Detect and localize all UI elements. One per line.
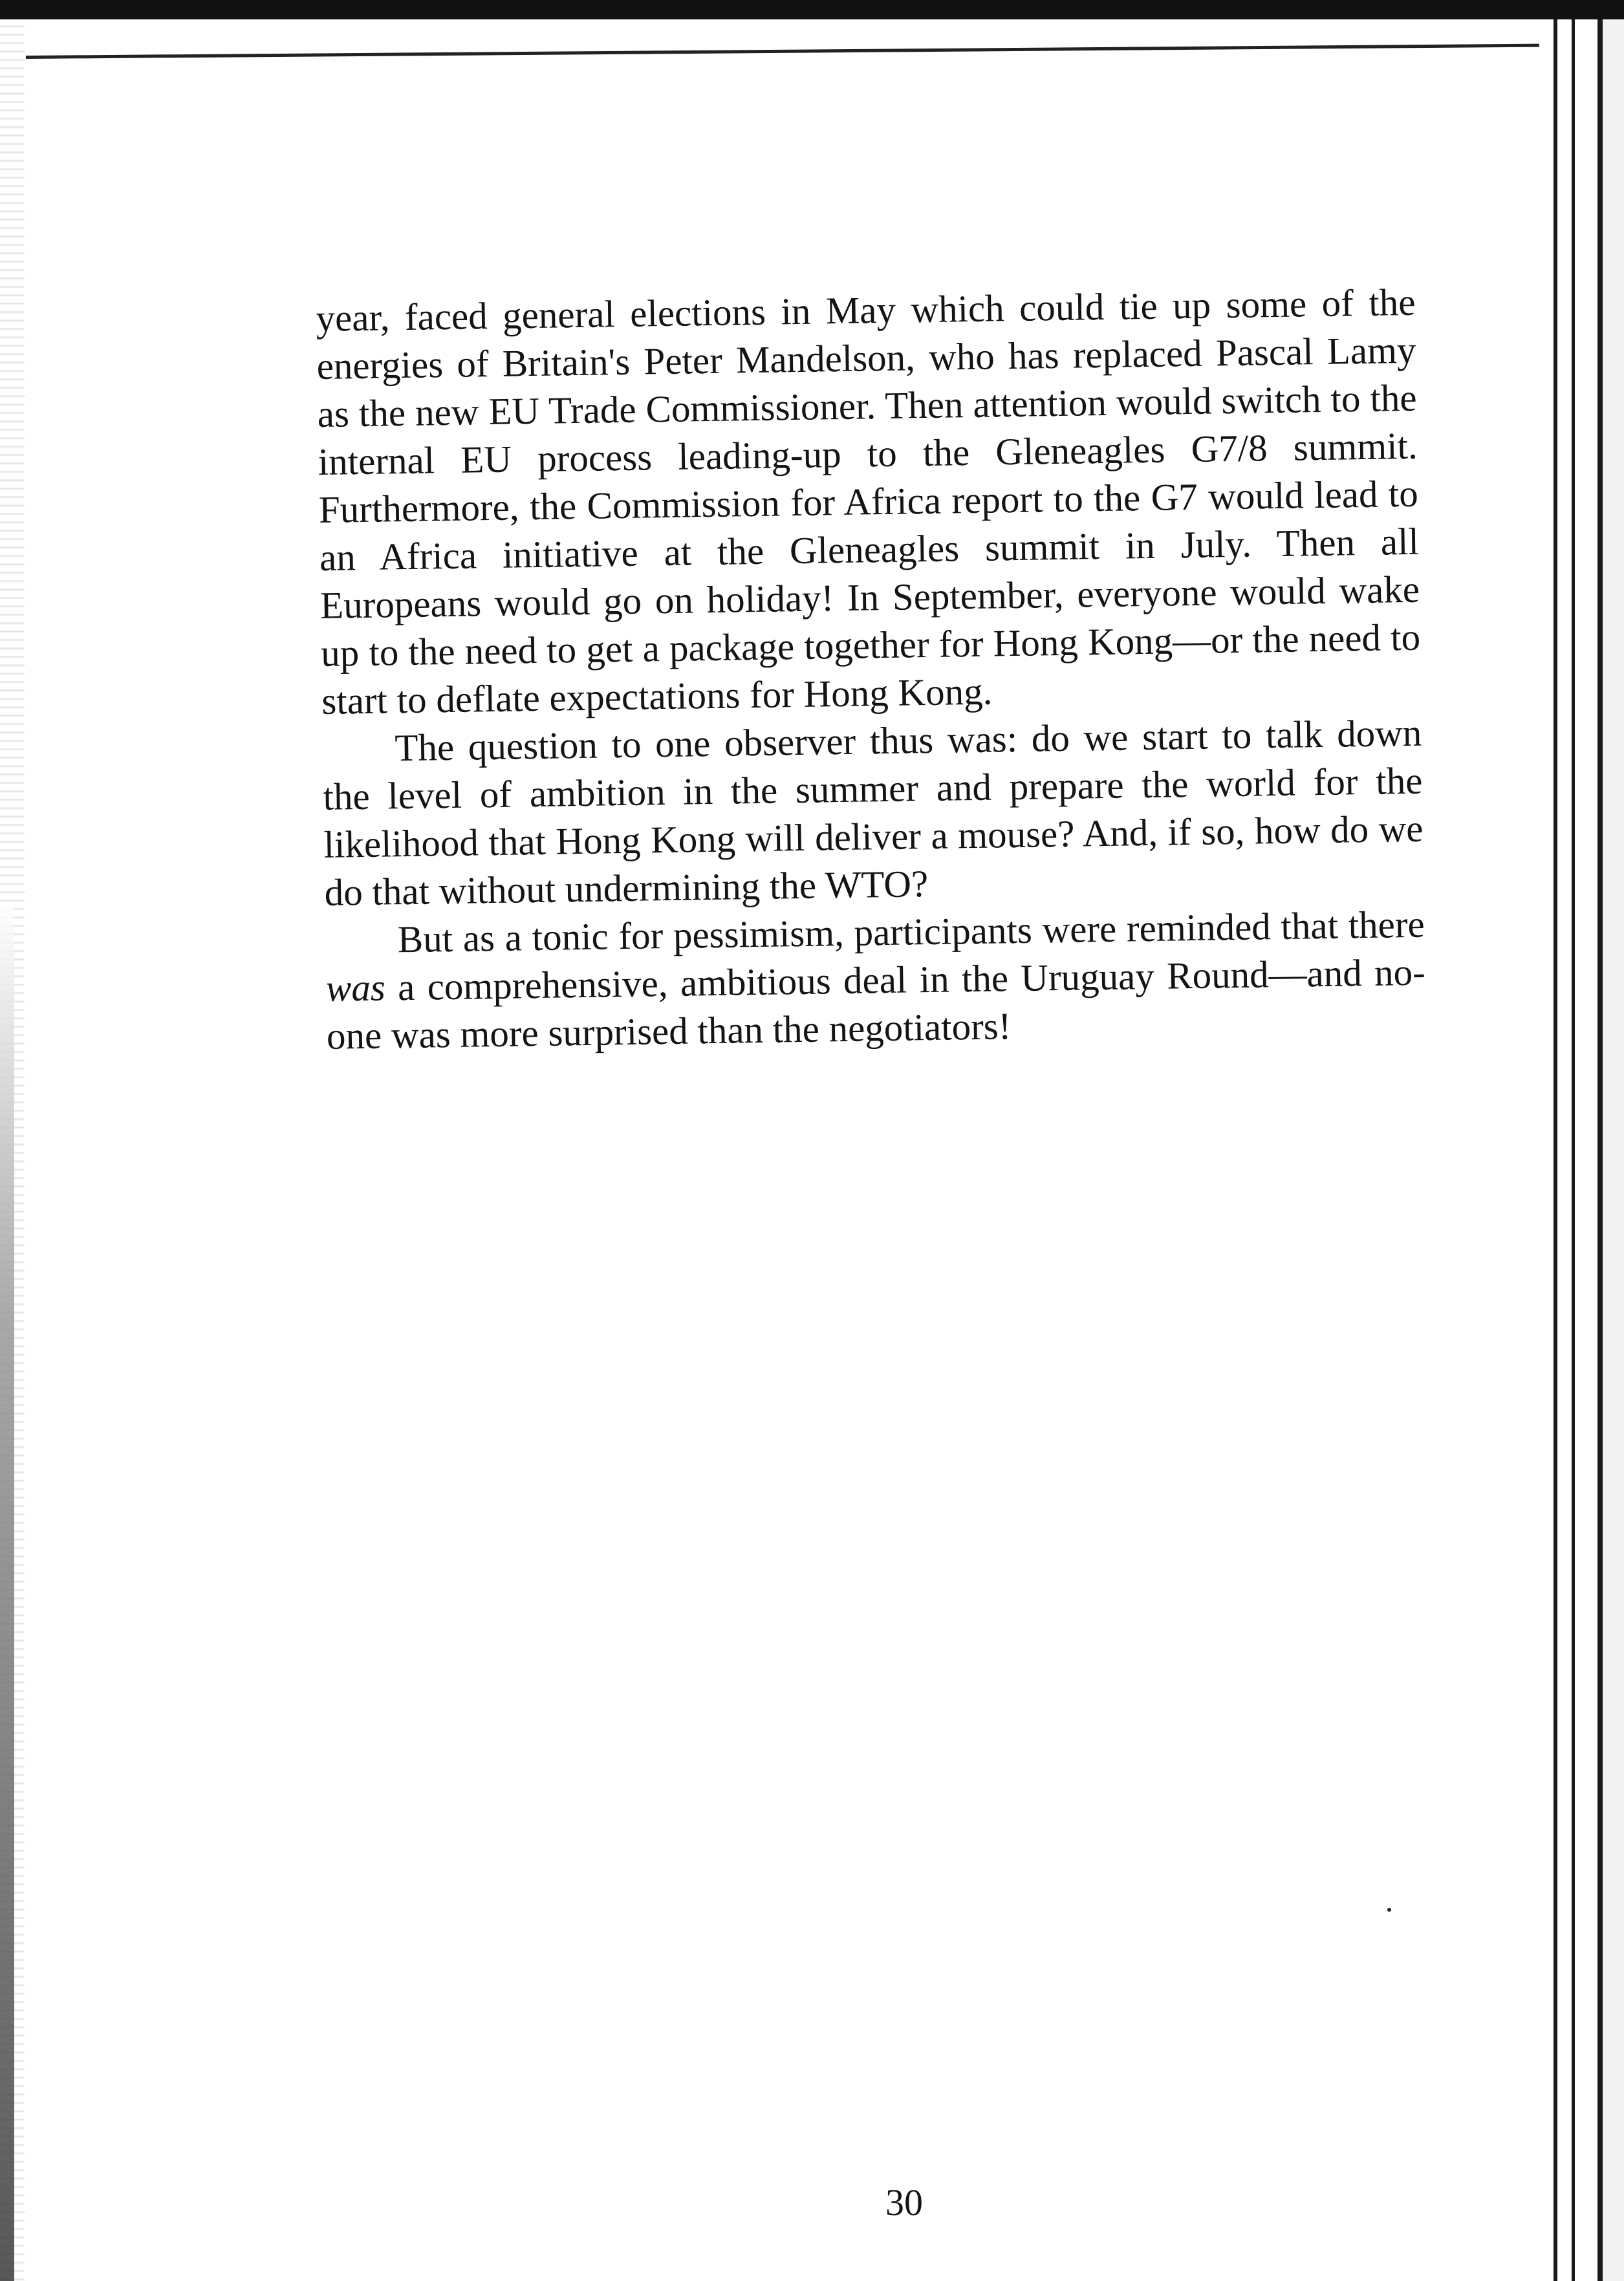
body-text xyxy=(316,278,1426,1060)
paragraph-3-italic-word: was xyxy=(325,966,386,1010)
paragraph-1: year, faced general elections in May which could tie up some of the energies of Britain's Peter Mandelson, who has replaced Pascal Lamy as the new EU Trade Commissioner. Then attention would switch to the internal EU process leading-up to the Gleneagles G7/8 summit. Furthermore, the Commission for Africa report to the G7 would lead to an Africa initiative at the Gleneagles summit in July. Then all Europeans would go on holiday! In September, everyone would wake up to the need to get a package together for Hong Kong—or the need to start to deflate expectations for Hong Kong. xyxy=(316,280,1421,722)
paragraph-3 xyxy=(325,900,1426,1060)
scan-right-edge-line xyxy=(1597,19,1603,2281)
page-number: 30 xyxy=(885,2181,923,2223)
scan-right-edge-background xyxy=(1603,19,1624,2281)
scan-right-edge-line xyxy=(1572,19,1575,2281)
header-rule xyxy=(26,44,1539,59)
scan-top-edge xyxy=(0,0,1624,19)
paragraph-3-text-end: a comprehensive, ambitious deal in the Uruguay Round—and no-one was more surprised than the negotiators! xyxy=(326,950,1426,1057)
scan-speck xyxy=(1387,1908,1391,1912)
scan-right-edge-line xyxy=(1554,19,1557,2281)
paragraph-2: The question to one observer thus was: do we start to talk down the level of ambition in the summer and prepare the world for the likelihood that Hong Kong will deliver a mouse? And, if so, how do we do that without undermining the WTO? xyxy=(323,711,1424,914)
paragraph-3-text-start: But as a tonic for pessimism, participants were reminded that there xyxy=(397,902,1425,961)
scan-left-dark-edge xyxy=(0,905,14,2281)
